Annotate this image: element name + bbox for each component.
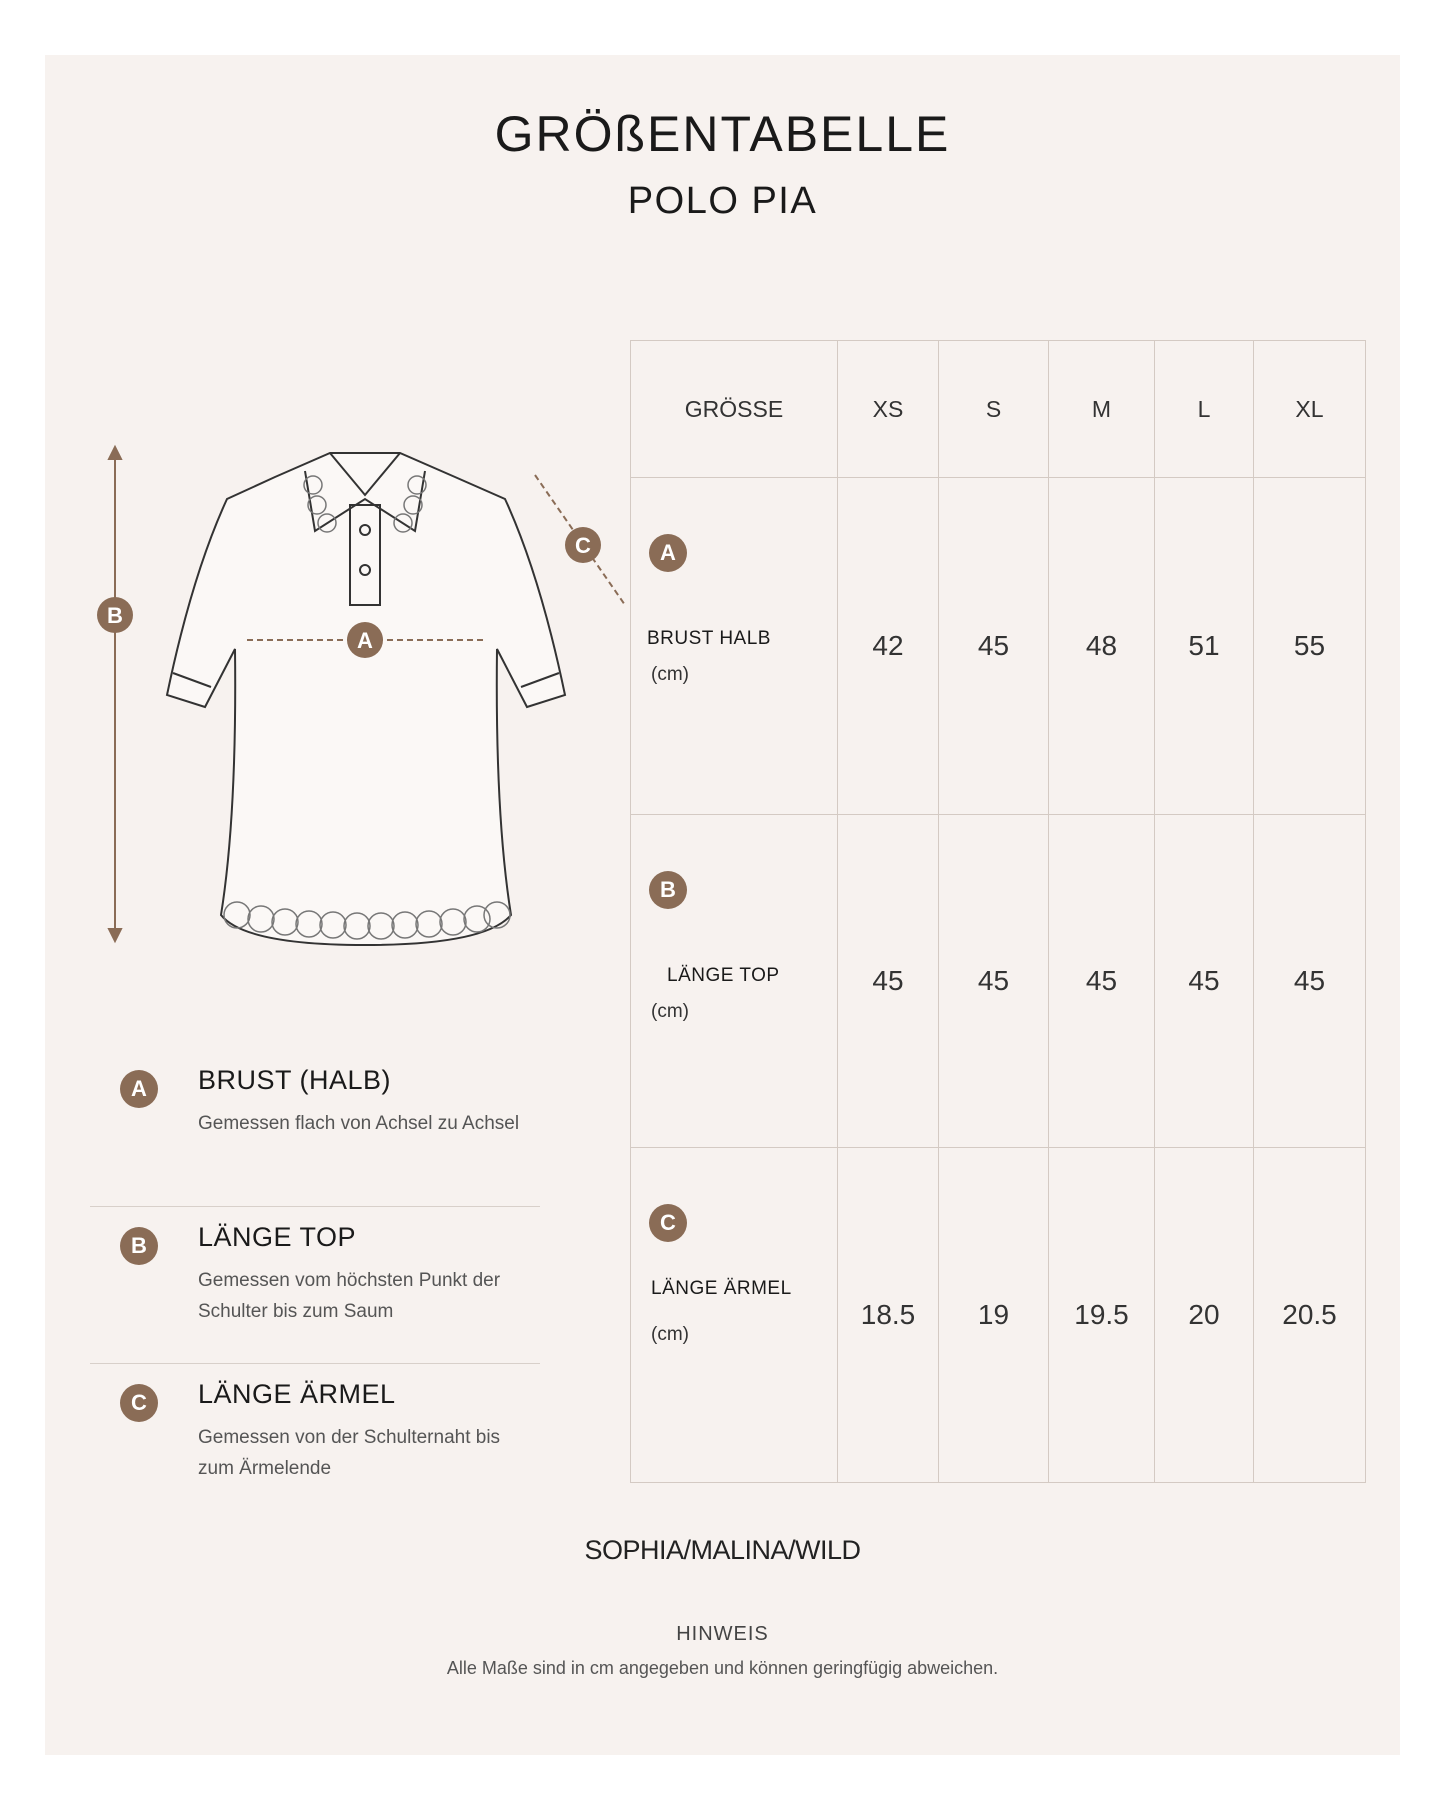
table-cell: 45 bbox=[1254, 815, 1366, 1148]
measurement-legend bbox=[90, 1050, 540, 1520]
brand-logo: SOPHIA/MALINA/WILD bbox=[584, 1535, 861, 1565]
badge-c: C bbox=[649, 1204, 687, 1242]
size-header: XS bbox=[838, 341, 939, 478]
svg-text:C: C bbox=[575, 533, 591, 558]
size-header: M bbox=[1049, 341, 1155, 478]
shirt-outline bbox=[167, 453, 565, 945]
size-header: XL bbox=[1254, 341, 1366, 478]
marker-c bbox=[565, 527, 601, 563]
row-header-sleeve bbox=[631, 1148, 838, 1483]
row-unit: (cm) bbox=[651, 664, 689, 686]
table-row bbox=[631, 815, 1366, 1148]
table-cell: 19.5 bbox=[1049, 1148, 1155, 1483]
product-name: POLO PIA bbox=[627, 180, 818, 222]
table-cell: 42 bbox=[838, 478, 939, 815]
legend-desc: Gemessen vom höchsten Punkt der Schulter bis zum Saum bbox=[198, 1270, 501, 1322]
table-cell: 18.5 bbox=[838, 1148, 939, 1483]
row-unit: (cm) bbox=[651, 1324, 689, 1346]
legend-item-chest bbox=[90, 1050, 540, 1207]
table-cell: 45 bbox=[1155, 815, 1254, 1148]
table-cell: 55 bbox=[1254, 478, 1366, 815]
row-label: LÄNGE TOP bbox=[667, 965, 780, 987]
svg-text:A: A bbox=[357, 628, 373, 653]
table-header-row bbox=[631, 341, 1366, 478]
table-cell: 51 bbox=[1155, 478, 1254, 815]
badge-b: B bbox=[120, 1227, 158, 1265]
legend-title: BRUST (HALB) bbox=[198, 1065, 392, 1095]
legend-desc: Gemessen von der Schulternaht bis zum Ärmelende bbox=[198, 1427, 501, 1479]
length-arrow bbox=[109, 447, 121, 941]
table-cell: 20.5 bbox=[1254, 1148, 1366, 1483]
table-cell: 45 bbox=[939, 478, 1049, 815]
page-title: GRÖßENTABELLE bbox=[494, 106, 951, 162]
row-label: BRUST HALB bbox=[647, 628, 771, 650]
legend-item-length bbox=[90, 1207, 540, 1364]
badge-b: B bbox=[649, 871, 687, 909]
badge-a: A bbox=[649, 534, 687, 572]
note-title: HINWEIS bbox=[676, 1623, 769, 1645]
svg-text:B: B bbox=[107, 603, 123, 628]
table-cell: 45 bbox=[939, 815, 1049, 1148]
legend-item-sleeve bbox=[90, 1364, 540, 1520]
size-table bbox=[630, 340, 1366, 1483]
table-row bbox=[631, 478, 1366, 815]
table-cell: 45 bbox=[1049, 815, 1155, 1148]
row-header-chest bbox=[631, 478, 838, 815]
row-header-length bbox=[631, 815, 838, 1148]
table-cell: 48 bbox=[1049, 478, 1155, 815]
badge-a: A bbox=[120, 1070, 158, 1108]
size-chart-panel bbox=[45, 55, 1400, 1755]
table-cell: 45 bbox=[838, 815, 939, 1148]
table-cell: 19 bbox=[939, 1148, 1049, 1483]
badge-c: C bbox=[120, 1384, 158, 1422]
size-header-label: GRÖSSE bbox=[631, 341, 838, 478]
marker-b bbox=[97, 597, 133, 633]
note-text: Alle Maße sind in cm angegeben und können geringfügig abweichen. bbox=[446, 1658, 999, 1678]
marker-a bbox=[347, 622, 383, 658]
size-header: L bbox=[1155, 341, 1254, 478]
legend-title: LÄNGE TOP bbox=[198, 1222, 357, 1252]
table-row bbox=[631, 1148, 1366, 1483]
row-unit: (cm) bbox=[651, 1001, 689, 1023]
legend-desc: Gemessen flach von Achsel zu Achsel bbox=[198, 1113, 520, 1134]
size-header: S bbox=[939, 341, 1049, 478]
polo-shirt-illustration bbox=[65, 435, 665, 975]
table-cell: 20 bbox=[1155, 1148, 1254, 1483]
row-label: LÄNGE ÄRMEL bbox=[651, 1278, 792, 1300]
legend-title: LÄNGE ÄRMEL bbox=[198, 1379, 396, 1409]
